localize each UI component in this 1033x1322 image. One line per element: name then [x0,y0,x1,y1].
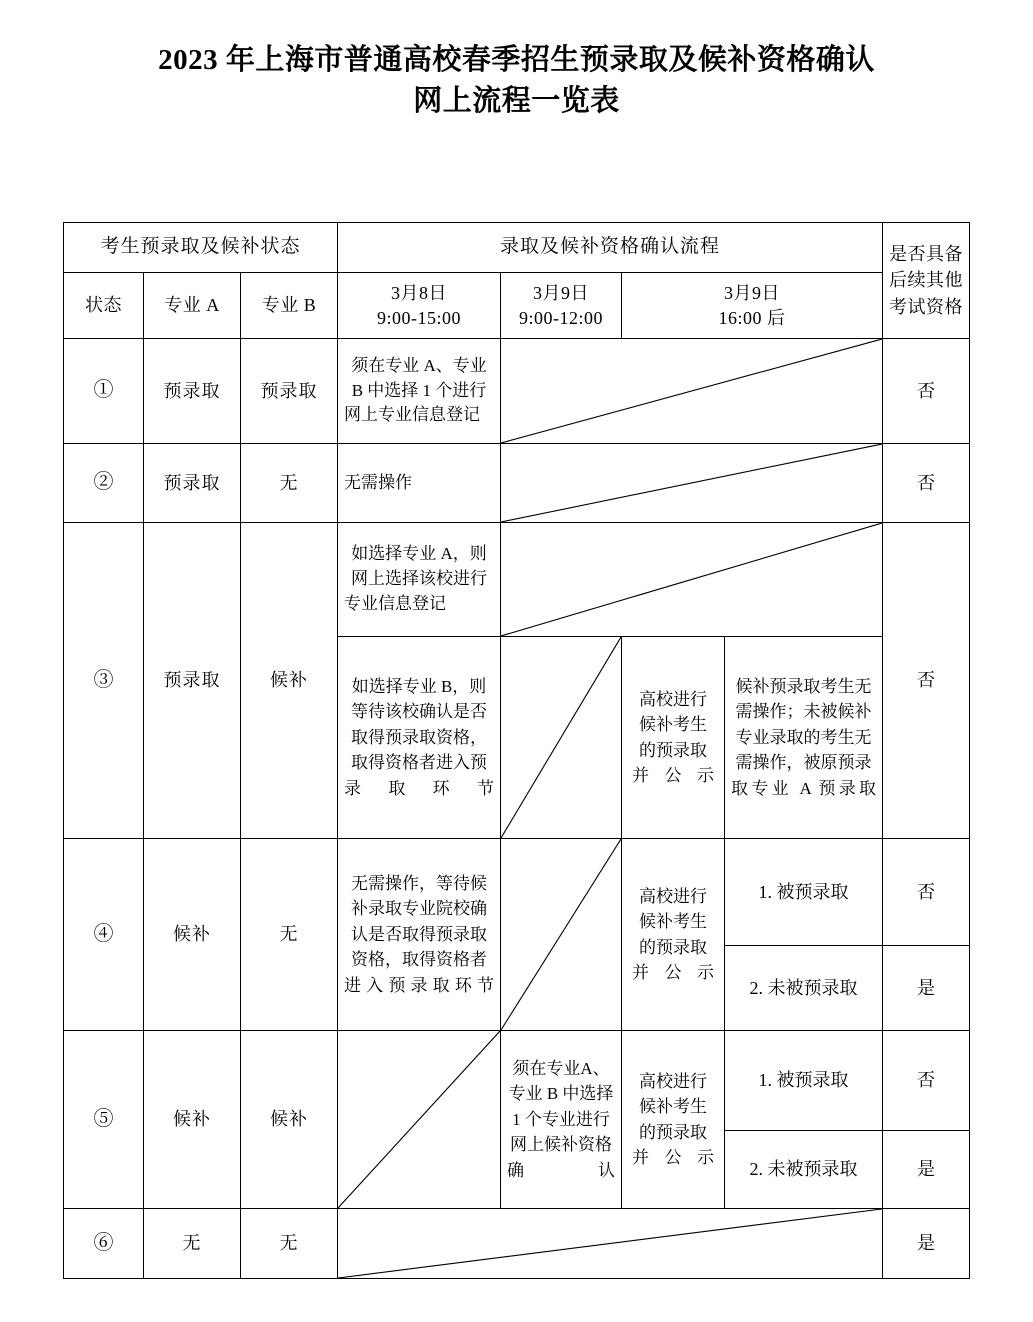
diagonal-slash-icon [338,1031,500,1208]
row-5-outcome-2-label: 2. 未被预录取 [725,1131,883,1209]
table-row [64,339,970,444]
diagonal-slash-icon [501,444,882,522]
page-title-line-1: 2023 年上海市普通高校春季招生预录取及候补资格确认 [158,44,875,76]
header-col-mar9-am-date: 3月9日 [533,282,590,303]
flow-table [63,222,970,1279]
table-header-group-row [64,223,970,273]
row-6-major-b: 无 [241,1209,338,1279]
diagonal-slash-icon [501,339,882,443]
diagonal-slash-icon [501,523,882,636]
row-6-diagonal-blank [338,1209,883,1279]
diagonal-slash-icon [501,637,621,838]
table-row [64,444,970,523]
header-col-mar8-date: 3月8日 [391,282,448,303]
row-5-diagonal-blank [338,1031,501,1209]
row-state-6: ⑥ [64,1209,144,1279]
row-3-major-a: 预录取 [144,523,241,839]
header-col-major-a: 专业 A [144,273,241,339]
row-3b-diagonal-blank [501,637,622,839]
row-5-outcome-1-eligibility: 否 [883,1031,970,1131]
row-state-4: ④ [64,839,144,1031]
row-5-major-b: 候补 [241,1031,338,1209]
row-4-outcome-2-eligibility: 是 [883,946,970,1031]
page-title [0,40,1033,122]
row-2-diagonal-blank [501,444,883,523]
row-2-mar8-action: 无需操作 [338,444,501,523]
header-col-mar8-time: 9:00-15:00 [377,307,462,328]
header-col-status: 状态 [64,273,144,339]
row-4-outcome-2-label: 2. 未被预录取 [725,946,883,1031]
row-3-mar8-action-a: 如选择专业 A，则网上选择该校进行专业信息登记 [338,523,501,637]
row-state-5: ⑤ [64,1031,144,1209]
row-state-1: ① [64,339,144,444]
header-col-mar9-am [501,273,622,339]
header-col-mar9-am-time: 9:00-12:00 [519,307,604,328]
header-process-group: 录取及候补资格确认流程 [338,223,883,273]
row-state-2: ② [64,444,144,523]
table-header-column-row [64,273,970,339]
table-row [64,523,970,637]
row-1-eligibility: 否 [883,339,970,444]
header-col-mar9-pm-date: 3月9日 [724,282,781,303]
row-6-major-a: 无 [144,1209,241,1279]
row-6-eligibility: 是 [883,1209,970,1279]
row-5-mar9-am-action: 高校进行候补考生的预录取并公示 [622,1031,725,1209]
row-state-3: ③ [64,523,144,839]
row-1-diagonal-blank [501,339,883,444]
header-col-mar8 [338,273,501,339]
row-4-major-b: 无 [241,839,338,1031]
row-2-major-b: 无 [241,444,338,523]
row-2-eligibility: 否 [883,444,970,523]
row-3-mar8-action-b: 如选择专业 B，则等待该校确认是否取得预录取资格，取得资格者进入预录取环节 [338,637,501,839]
row-5-outcome-2-eligibility: 是 [883,1131,970,1209]
row-3-major-b: 候补 [241,523,338,839]
table-row [64,1209,970,1279]
diagonal-slash-icon [338,1209,882,1278]
row-4-outcome-1-eligibility: 否 [883,839,970,946]
header-status-group: 考生预录取及候补状态 [64,223,338,273]
row-3a-diagonal-blank [501,523,883,637]
row-4-mar9-am-action: 高校进行候补考生的预录取并公示 [622,839,725,1031]
row-1-major-a: 预录取 [144,339,241,444]
header-col-major-b: 专业 B [241,273,338,339]
diagonal-slash-icon [501,839,621,1030]
row-4-mar8-action: 无需操作，等待候补录取专业院校确认是否取得预录取资格，取得资格者进入预录取环节 [338,839,501,1031]
row-3-eligibility: 否 [883,523,970,839]
row-3-mar9-am-action: 高校进行候补考生的预录取并公示 [622,637,725,839]
row-5-major-a: 候补 [144,1031,241,1209]
row-1-major-b: 预录取 [241,339,338,444]
row-4-major-a: 候补 [144,839,241,1031]
row-3-mar9-pm-action: 候补预录取考生无需操作；未被候补专业录取的考生无需操作，被原预录取专业 A 预录取 [725,637,883,839]
table-row [64,1031,970,1131]
header-col-mar9-pm-time: 16:00 后 [718,307,786,328]
row-4-diagonal-blank [501,839,622,1031]
row-2-major-a: 预录取 [144,444,241,523]
row-4-outcome-1-label: 1. 被预录取 [725,839,883,946]
header-col-mar9-pm [622,273,883,339]
row-1-mar8-action: 须在专业 A、专业 B 中选择 1 个进行网上专业信息登记 [338,339,501,444]
row-5-mar9-am-first-action: 须在专业A、专业 B 中选择 1 个专业进行网上候补资格确认 [501,1031,622,1209]
header-eligibility: 是否具备后续其他考试资格 [883,223,970,339]
table-row [64,839,970,946]
flow-table-container [63,222,969,1278]
page-title-line-2: 网上流程一览表 [413,85,620,118]
row-5-outcome-1-label: 1. 被预录取 [725,1031,883,1131]
